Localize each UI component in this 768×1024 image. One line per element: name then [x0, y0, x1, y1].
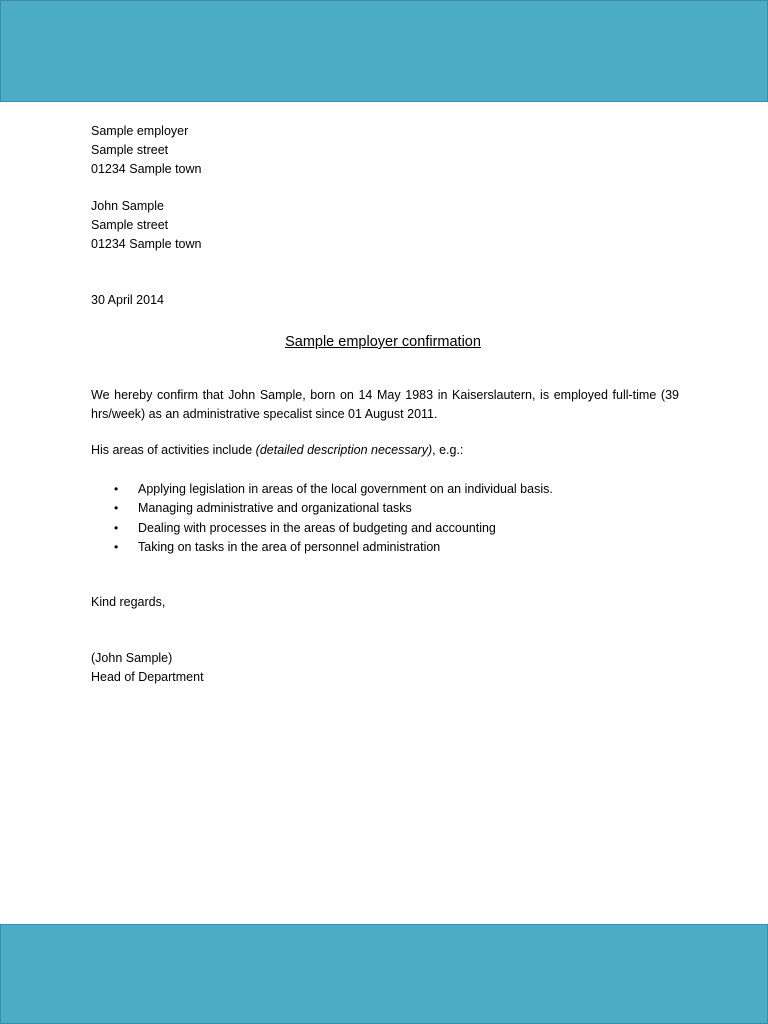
activities-intro-end: , e.g.: — [432, 443, 464, 457]
sender-name: Sample employer — [91, 124, 189, 138]
list-item: • Taking on tasks in the area of personnel administration — [91, 538, 691, 557]
letter-date: 30 April 2014 — [91, 293, 164, 307]
letter-body — [91, 122, 691, 687]
recipient-town: 01234 Sample town — [91, 237, 202, 251]
list-item: • Managing administrative and organizational tasks — [91, 499, 691, 518]
header-band — [0, 0, 768, 102]
sender-address — [91, 122, 691, 179]
recipient-name: John Sample — [91, 199, 164, 213]
letter-subject: Sample employer confirmation — [285, 334, 481, 350]
sender-street: Sample street — [91, 143, 169, 157]
signature-block — [91, 649, 691, 687]
activities-list — [91, 480, 691, 557]
list-item: • Applying legislation in areas of the local government on an individual basis. — [91, 480, 691, 499]
recipient-address — [91, 197, 691, 254]
bullet-icon: • — [114, 501, 119, 516]
signature-title: Head of Department — [91, 670, 204, 685]
bullet-icon: • — [114, 482, 119, 496]
activities-intro-start: His areas of activities include — [91, 443, 256, 457]
bullet-icon: • — [114, 539, 119, 554]
signature-name: (John Sample) — [91, 651, 173, 666]
recipient-street: Sample street — [91, 218, 169, 232]
list-item: • Dealing with processes in the areas of budgeting and accounting — [91, 519, 691, 538]
confirmation-paragraph: We hereby confirm that John Sample, born on 14 May 1983 in Kaiserslautern, is employed full-time (39 hrs/week) as an administrative specalist since 01 August 2011. — [91, 388, 679, 421]
bullet-icon: • — [114, 520, 119, 535]
closing: Kind regards, — [91, 595, 166, 610]
footer-band — [0, 924, 768, 1024]
activities-intro-italic: (detailed description necessary) — [255, 443, 433, 457]
activities-intro — [91, 441, 691, 460]
sender-town: 01234 Sample town — [91, 162, 202, 176]
